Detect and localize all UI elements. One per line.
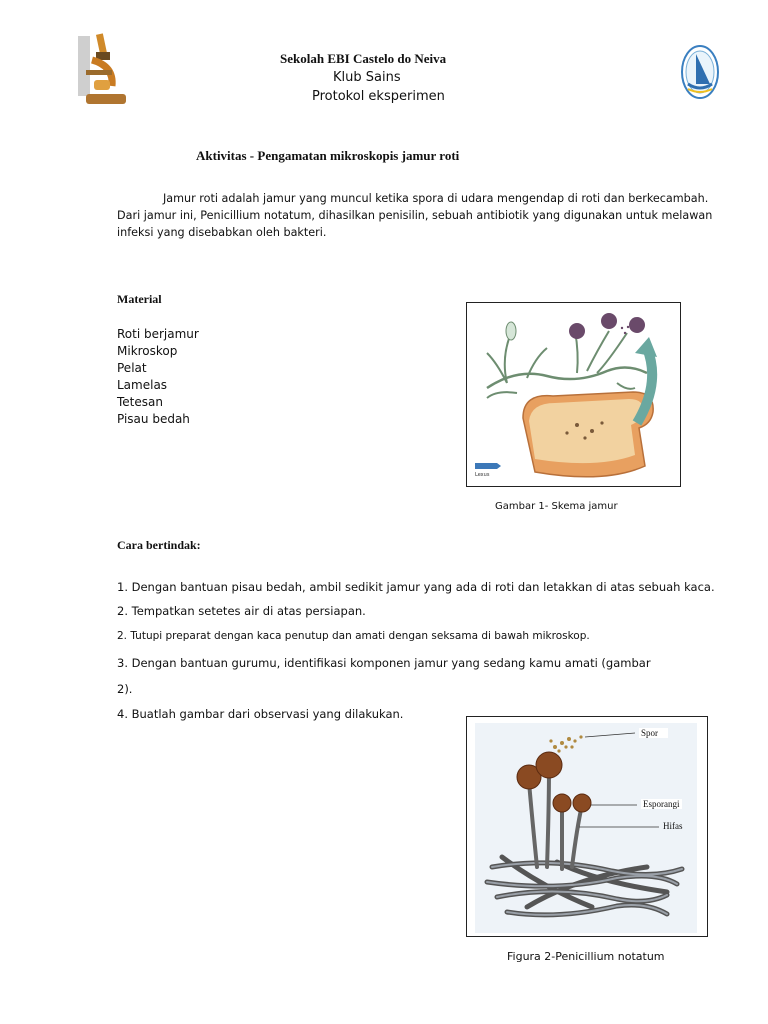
figure-1-caption: Gambar 1- Skema jamur [495,501,618,512]
material-title: Material [117,292,162,306]
procedure-step: 2). [117,682,133,696]
procedure-step: 1. Dengan bantuan pisau bedah, ambil sedikit jamur yang ada di roti dan letakkan di atas sebuah kaca. [117,580,715,594]
figure-2 [466,716,708,937]
intro-line-3: infeksi yang disebabkan oleh bakteri. [117,226,327,239]
procedure-step: 2. Tempatkan setetes air di atas persiapan. [117,604,366,618]
school-emblem-icon [680,44,720,100]
list-item: Roti berjamur [117,327,199,341]
list-item: Mikroskop [117,344,178,358]
sporangia-label: Esporangi [643,799,680,809]
intro-paragraph [117,190,717,241]
microscope-logo [72,30,128,106]
protocol-title: Protokol eksperimen [312,89,445,104]
school-name: Sekolah EBI Castelo do Neiva [280,51,447,66]
procedure-title: Cara bertindak: [117,538,201,552]
list-item: Pelat [117,361,147,375]
list-item: Lamelas [117,378,168,392]
figure-1-logo-text: Lexus [475,472,490,478]
procedure-step: 3. Dengan bantuan gurumu, identifikasi komponen jamur yang sedang kamu amati (gambar [117,656,651,670]
activity-title: Aktivitas - Pengamatan mikroskopis jamur roti [196,148,460,163]
list-item: Tetesan [117,395,163,409]
microscope-icon [72,30,128,106]
intro-line-1: Jamur roti adalah jamur yang muncul ketika spora di udara mengendap di roti dan berkecambah. [163,192,709,205]
mold-schematic-illustration [467,303,680,486]
school-emblem [680,44,720,100]
intro-line-2: Dari jamur ini, Penicillium notatum, dihasilkan penisilin, sebuah antibiotik yang digunakan untuk melawan [117,209,713,222]
figure-2-caption: Figura 2-Penicillium notatum [507,950,665,963]
figure-1 [466,302,681,487]
list-item: Pisau bedah [117,412,190,426]
material-list [117,326,199,428]
hyphae-label: Hifas [663,821,683,831]
club-name: Klub Sains [333,70,401,85]
spores-label: Spor [639,728,668,738]
procedure-step: 4. Buatlah gambar dari observasi yang dilakukan. [117,707,404,721]
procedure-step: 2. Tutupi preparat dengan kaca penutup dan amati dengan seksama di bawah mikroskop. [117,630,590,642]
